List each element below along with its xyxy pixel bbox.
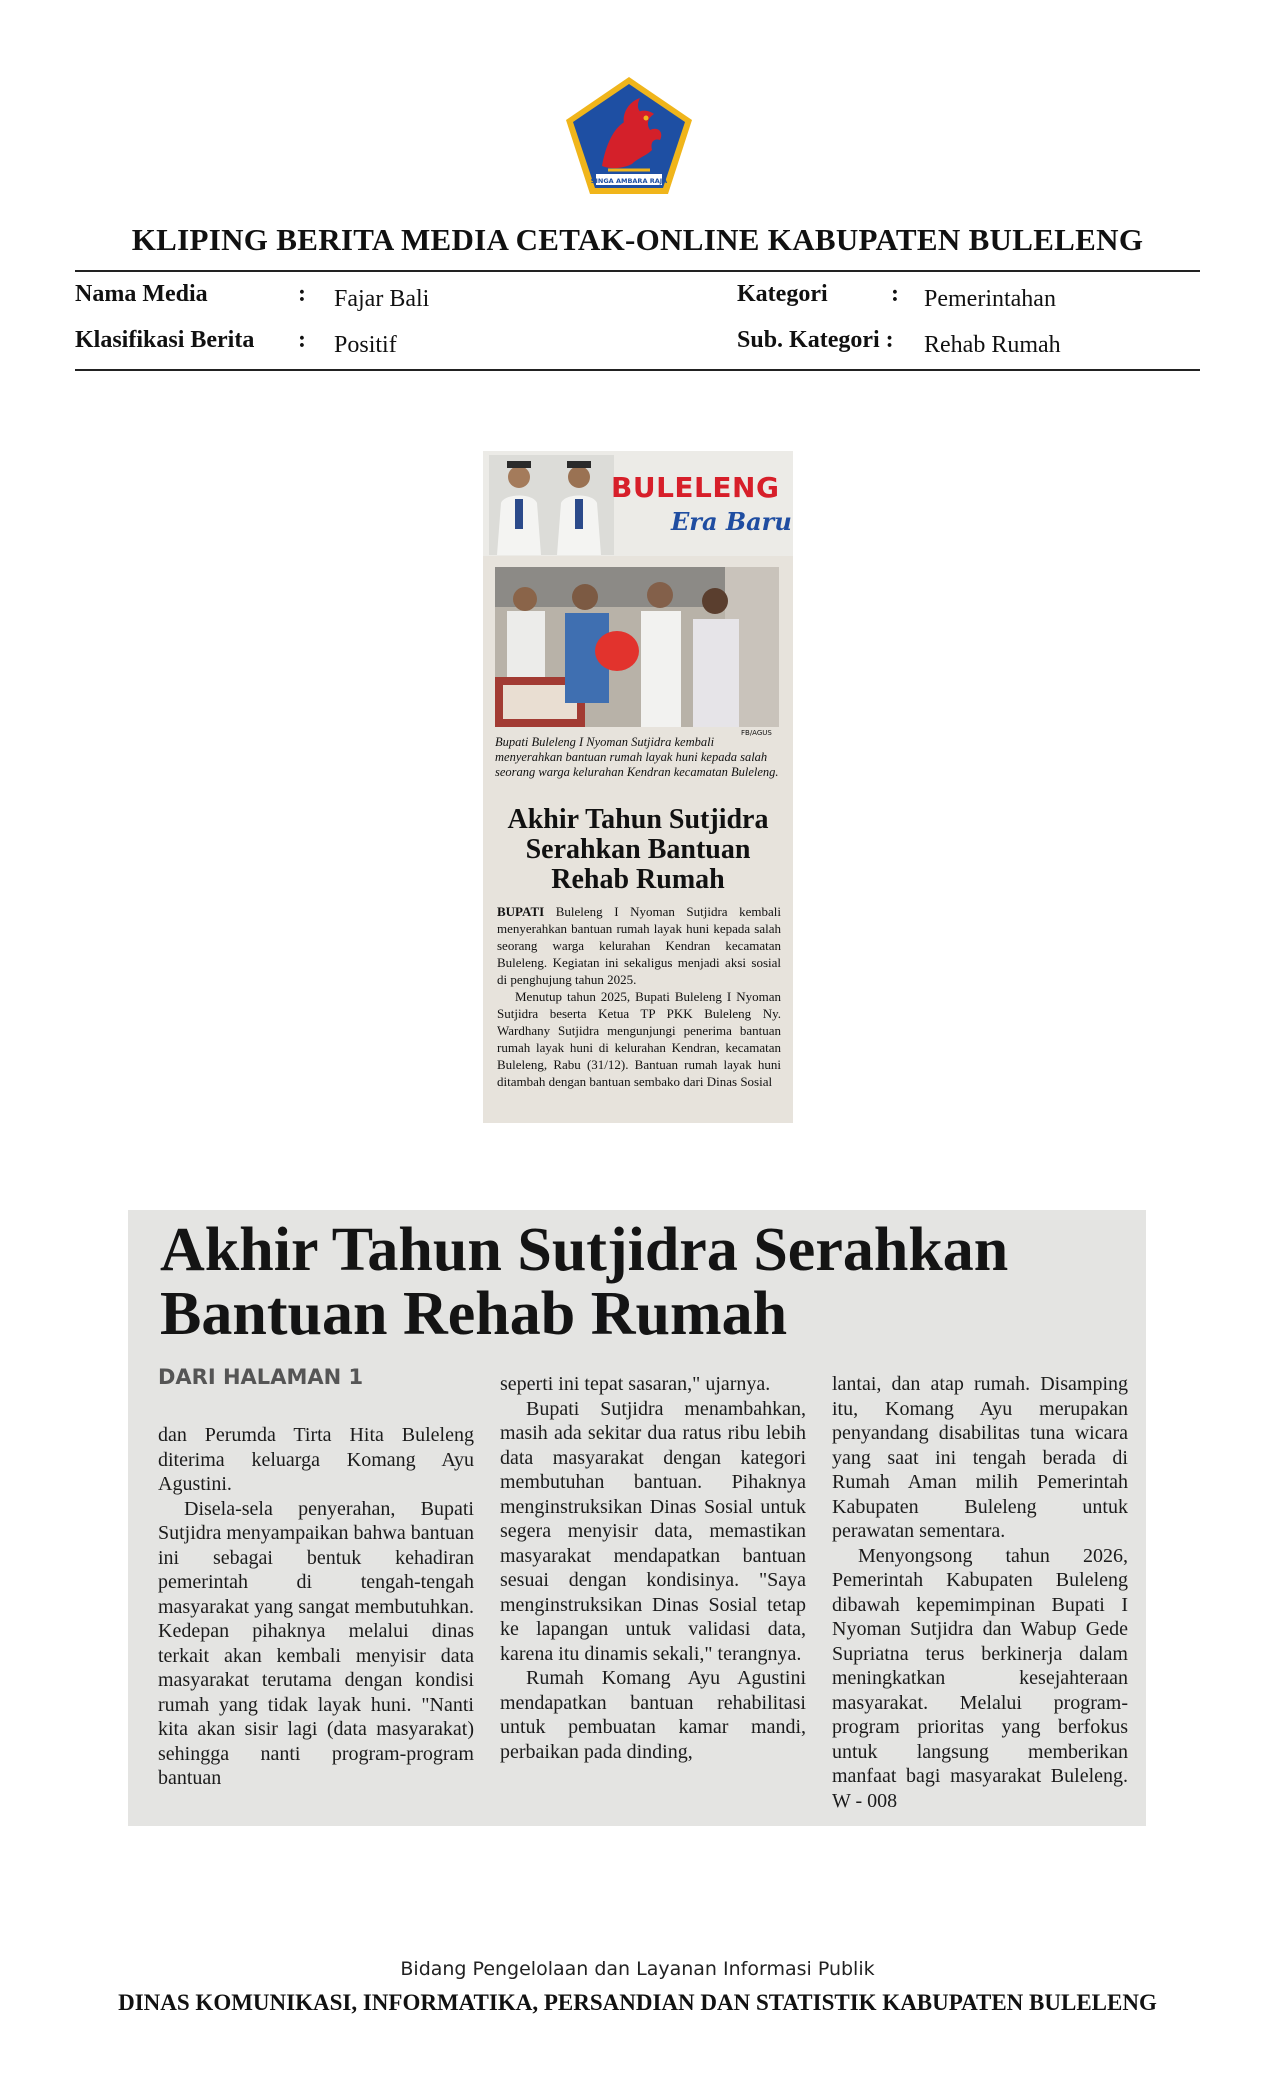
kategori-colon: :: [891, 281, 899, 307]
continuation-kicker: DARI HALAMAN 1: [158, 1365, 364, 1389]
clip1-body: [497, 903, 781, 1090]
article-paragraph: Menyongsong tahun 2026, Pemerintah Kabupaten Buleleng dibawah kepemimpinan Bupati I Nyoman Sutjidra dan Wabup Gede Supriatna terus berkinerja dalam meningkatkan kesejahteraan masyarakat. Melalui program-program prioritas yang berfokus untuk langsung memberikan manfaat bagi masyarakat Buleleng. W - 008: [832, 1544, 1128, 1812]
brand-subtitle: Era Baru: [671, 507, 792, 536]
klasifikasi-label: Klasifikasi Berita: [75, 327, 255, 353]
media-value: Fajar Bali: [334, 286, 430, 312]
headline-line-1: Akhir Tahun Sutjidra: [507, 804, 769, 835]
brand-title: BULELENG: [611, 471, 780, 504]
article-column-1: [158, 1423, 474, 1791]
clip2-headline: [160, 1218, 1120, 1346]
subkategori-label: Sub. Kategori :: [737, 327, 894, 353]
kategori-value: Pemerintahan: [924, 286, 1056, 312]
klasifikasi-value: Positif: [334, 332, 397, 358]
clip1-paragraph: Menutup tahun 2025, Bupati Buleleng I Nyoman Sutjidra beserta Ketua TP PKK Buleleng Ny. Wardhany Sutjidra mengunjungi penerima bantuan rumah layak huni di kelurahan Kendran, kecamatan Buleleng, Rabu (31/12). Bantuan rumah layak huni ditambah dengan bantuan sembako dari Dinas Sosial: [497, 989, 781, 1089]
headline-line-1: Akhir Tahun Sutjidra Serahkan: [160, 1216, 1009, 1284]
article-column-2: [500, 1372, 806, 1764]
article-column-3: [832, 1372, 1128, 1813]
front-page-clipping: [483, 451, 793, 1123]
article-paragraph: dan Perumda Tirta Hita Buleleng diterima keluarga Komang Ayu Agustini.: [158, 1424, 474, 1495]
article-paragraph: Disela-sela penyerahan, Bupati Sutjidra menyampaikan bahwa bantuan ini sebagai bentuk kehadiran pemerintah di tengah-tengah masyarakat yang sangat membutuhkan. Kedepan pihaknya melalui dinas terkait akan kembali menyisir data masyarakat terutama dengan kondisi rumah yang tidak layak huni. "Nanti kita akan sisir lagi (data masyarakat) sehingga nanti program-program bantuan: [158, 1497, 475, 1789]
officials-portrait: [489, 455, 614, 555]
kabupaten-buleleng-logo: [562, 74, 696, 198]
headline-line-2: Serahkan Bantuan: [525, 834, 751, 865]
media-colon: :: [298, 281, 306, 307]
bottom-divider: [75, 369, 1200, 371]
handover-photo: [495, 567, 779, 727]
clip1-paragraph: [497, 903, 781, 988]
media-label: Nama Media: [75, 281, 208, 307]
footer-agency: DINAS KOMUNIKASI, INFORMATIKA, PERSANDIAN DAN STATISTIK KABUPATEN BULELENG: [118, 1990, 1157, 2015]
klasifikasi-colon: :: [298, 327, 306, 353]
column-banner: [483, 451, 793, 556]
paragraph-text: Buleleng I Nyoman Sutjidra kembali menyerahkan bantuan rumah layak huni kepada salah seorang warga kelurahan Kendran kecamatan Buleleng. Kegiatan ini sekaligus menjadi aksi sosial di penghujung tahun 2025.: [497, 904, 781, 987]
footer-division: Bidang Pengelolaan dan Layanan Informasi Publik: [400, 1958, 875, 1980]
subkategori-value: Rehab Rumah: [924, 332, 1061, 358]
article-paragraph: Bupati Sutjidra menambahkan, masih ada sekitar dua ratus ribu lebih data masyarakat dengan kategori membutuhan bantuan. Pihaknya menginstruksikan Dinas Sosial untuk segera menyisir data, memastikan masyarakat mendapatkan bantuan sesuai dengan kondisinya. "Saya menginstruksikan Dinas Sosial tetap ke lapangan untuk validasi data, karena itu dinamis sekali," terangnya.: [500, 1397, 806, 1665]
clip1-headline: [489, 805, 787, 895]
lead-word: BUPATI: [497, 904, 545, 919]
headline-line-2: Bantuan Rehab Rumah: [160, 1280, 788, 1348]
photo-credit: FB/AGUS: [741, 729, 772, 737]
continuation-clipping: [128, 1210, 1146, 1826]
article-paragraph: lantai, dan atap rumah. Disamping itu, Komang Ayu merupakan penyandang disabilitas tuna wicara yang saat ini tengah berada di Rumah Aman milih Pemerintah Kabupaten Buleleng untuk perawatan sementara.: [832, 1373, 1128, 1542]
headline-line-3: Rehab Rumah: [551, 864, 725, 895]
kategori-label: Kategori: [737, 281, 828, 307]
document-title: KLIPING BERITA MEDIA CETAK-ONLINE KABUPATEN BULELENG: [131, 222, 1144, 257]
photo-caption: Bupati Buleleng I Nyoman Sutjidra kembali menyerahkan bantuan rumah layak huni kepada salah seorang warga kelurahan Kendran kecamatan Buleleng.: [495, 735, 779, 779]
top-divider: [75, 270, 1200, 272]
logo-motto: SINGA AMBARA RAJA: [590, 177, 668, 185]
article-paragraph: seperti ini tepat sasaran," ujarnya.: [500, 1373, 771, 1395]
article-paragraph: Rumah Komang Ayu Agustini mendapatkan bantuan rehabilitasi untuk pembuatan kamar mandi, perbaikan pada dinding,: [500, 1667, 806, 1763]
